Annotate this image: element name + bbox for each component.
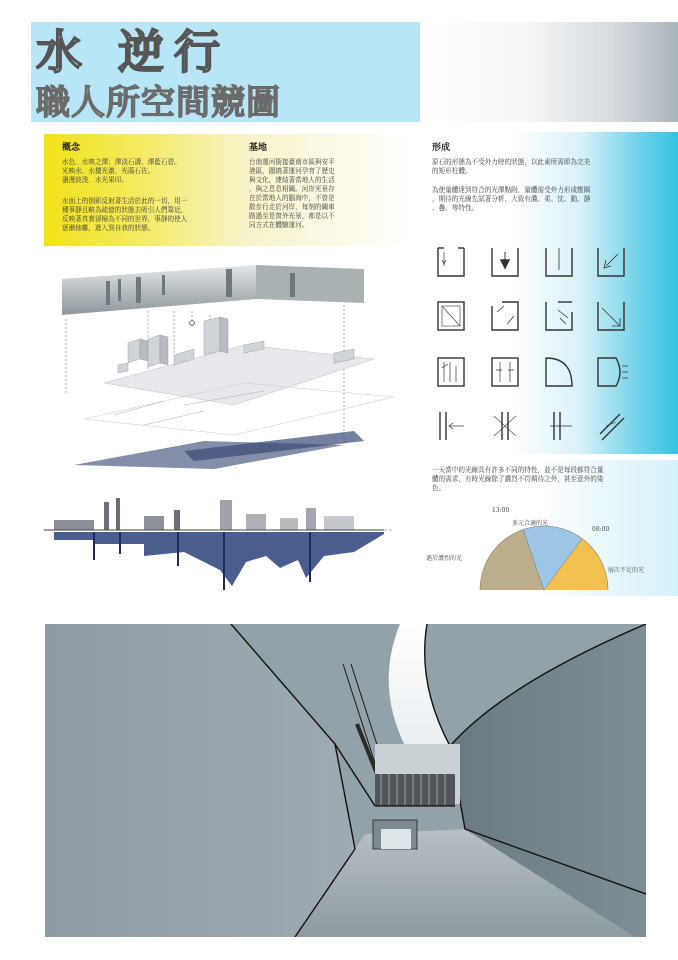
light-diagram-11-icon	[546, 358, 572, 386]
light-diagram-5-icon	[438, 302, 464, 330]
light-diagram-2-icon	[492, 248, 518, 276]
concept-paragraph-1: 水色．水映之澤；澤淡石濤，澤藍石碧。 光映水．水擾光激．光蕩石佐。 盪漫波泼．水光果印。	[62, 158, 181, 184]
light-diagram-7-icon	[546, 302, 572, 330]
light-diagram-6-icon	[492, 302, 518, 330]
light-diagram-13-icon	[440, 412, 464, 440]
light-diagram-9-icon	[438, 358, 464, 386]
light-diagram-4-icon	[598, 248, 624, 276]
light-direction-grid-icon	[430, 242, 650, 442]
form-heading: 形成	[432, 142, 451, 152]
sun-label-suitable: 多元合適的光	[512, 520, 549, 527]
concept-heading: 概念	[62, 142, 81, 152]
light-diagram-15-icon	[550, 412, 572, 440]
axonometric-model	[44, 255, 414, 475]
light-diagram-14-icon	[494, 412, 516, 440]
form-paragraph-2: 為使量體達到符合的光澤點附，量體需受外力形成壓圖 ，期待的光線先試著分析，大致有濃、柔、沈、動、靜 、疊、等特性。	[432, 186, 591, 212]
light-diagram-1-icon	[438, 248, 464, 276]
water-reflection	[54, 532, 384, 586]
bridge-railing	[375, 774, 455, 806]
sun-label-0800: 08:00	[592, 526, 610, 533]
form-paragraph-1: 原石的形態為不受外力時的狀態，以此素所需即為完美 的矩形柱體。	[432, 158, 591, 175]
light-diagram-16-icon	[600, 414, 624, 440]
panorama-strip	[62, 265, 364, 315]
light-diagram-12-icon	[598, 358, 628, 386]
sun-path-diagram	[422, 500, 678, 596]
project-subtitle: 職人所空間競圖	[36, 83, 281, 123]
sun-label-1300: 13:00	[492, 507, 510, 514]
sun-label-strong: 過於濃烈的光	[426, 555, 463, 562]
sun-label-weak: 層次不足的光	[608, 567, 645, 574]
title-banner-gradient	[420, 22, 678, 122]
concept-paragraph-2: 水面上的倒影反射著生活於此的一切，用一 種事靜且略為疏億的狀態去吸引人們靠近， 反映著真實卻檢為不同的世界，事靜的使人 逐漸抽離，進入到自我的狀態。	[62, 197, 188, 232]
reflection-elevation	[34, 490, 404, 600]
interior-rendering	[45, 624, 646, 937]
light-diagram-8-icon	[598, 302, 624, 330]
light-diagram-3-icon	[546, 248, 572, 276]
sun-description: 一天當中的光線具有許多不同的特性，並不是每段都符合量 體的需求，有時光線除了濃烈不符期待之外，甚至意外的染 色。	[432, 466, 604, 492]
light-diagram-10-icon	[492, 358, 518, 386]
site-heading: 基地	[249, 142, 268, 152]
project-title: 水 逆行	[36, 25, 231, 79]
site-paragraph: 台南運河銜接臺南市區與安平 港區，圍繞著運河孕育了歷史 與文化，連結著當地人的生活 ，與之息息相關。河岸光景存 在於當地人的腦海中，不曾是 散步行走於河岸，每刻的關車 路過至是窗外光景，都是以不 同方式在體驗運河。	[249, 158, 335, 229]
